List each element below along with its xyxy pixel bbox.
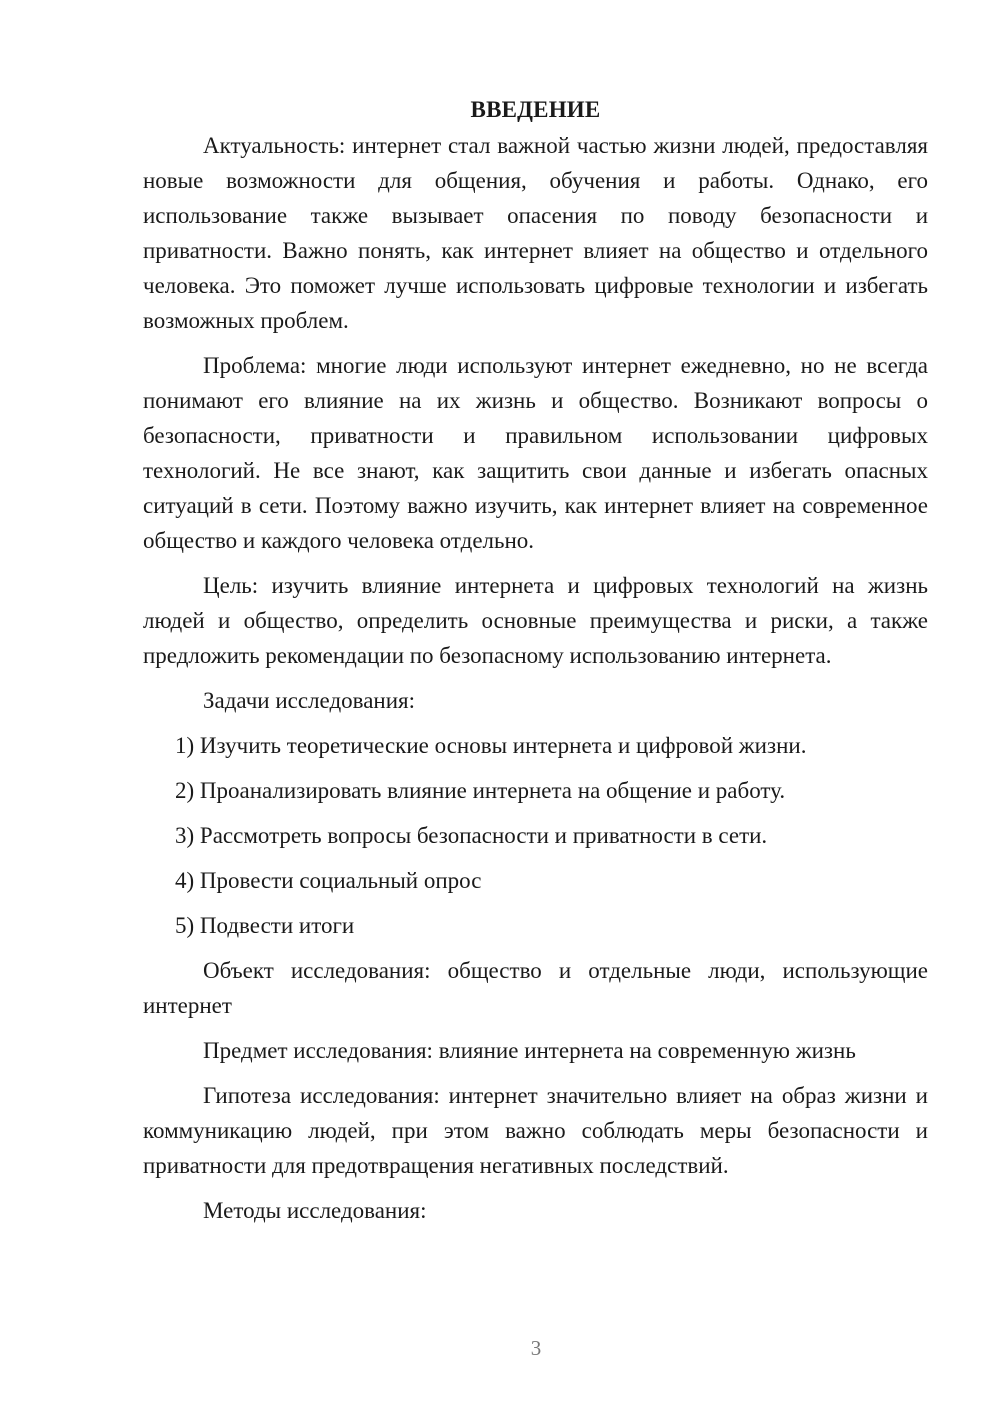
page-content bbox=[143, 92, 928, 1238]
list-item: 2) Проанализировать влияние интернета на общение и работу. bbox=[175, 778, 786, 803]
page-title: ВВЕДЕНИЕ bbox=[470, 97, 601, 122]
paragraph-object: Объект исследования: общество и отдельные люди, использующие интернет bbox=[143, 958, 928, 1018]
paragraph-relevance: Актуальность: интернет стал важной частью жизни людей, предоставляя новые возможности для общения, обучения и работы. Однако, его использование также вызывает опасения по поводу безопасности и приватности. Важно понять, как интернет влияет на общество и отдельного человека. Это поможет лучше использовать цифровые технологии и избегать возможных проблем. bbox=[143, 133, 928, 333]
tasks-list bbox=[143, 728, 928, 943]
paragraph-goal: Цель: изучить влияние интернета и цифровых технологий на жизнь людей и общество, определить основные преимущества и риски, а также предложить рекомендации по безопасному использованию интернета. bbox=[143, 573, 928, 668]
paragraph-problem: Проблема: многие люди используют интернет ежедневно, но не всегда понимают его влияние на их жизнь и общество. Возникают вопросы о безопасности, приватности и правильном использовании цифровых технологий. Не все знают, как защитить свои данные и избегать опасных ситуаций в сети. Поэтому важно изучить, как интернет влияет на современное общество и каждого человека отдельно. bbox=[143, 353, 928, 553]
tasks-heading: Задачи исследования: bbox=[203, 688, 416, 713]
list-item: 3) Рассмотреть вопросы безопасности и приватности в сети. bbox=[175, 823, 768, 848]
list-item: 1) Изучить теоретические основы интернета и цифровой жизни. bbox=[175, 733, 807, 758]
paragraph-subject: Предмет исследования: влияние интернета на современную жизнь bbox=[203, 1038, 856, 1063]
paragraph-hypothesis: Гипотеза исследования: интернет значительно влияет на образ жизни и коммуникацию людей, при этом важно соблюдать меры безопасности и приватности для предотвращения негативных последствий. bbox=[143, 1083, 928, 1178]
page-number: 3 bbox=[530, 1336, 542, 1360]
list-item: 4) Провести социальный опрос bbox=[175, 868, 482, 893]
list-item: 5) Подвести итоги bbox=[175, 913, 355, 938]
methods-heading: Методы исследования: bbox=[203, 1198, 427, 1223]
